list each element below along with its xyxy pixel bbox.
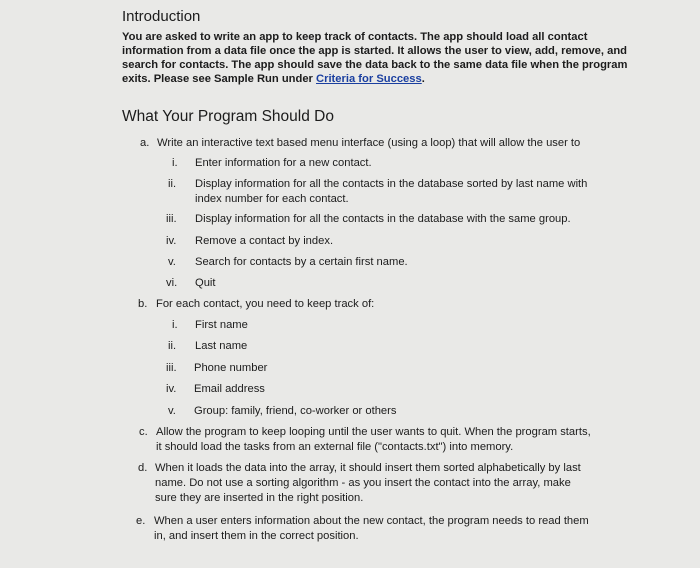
a-sub-text: Remove a contact by index. (195, 235, 334, 247)
item-c-marker: c. (139, 426, 148, 438)
a-sub-text: Search for contacts by a certain first name. (195, 256, 408, 268)
introduction-heading: Introduction (122, 8, 201, 25)
b-sub-num: iii. (166, 362, 177, 374)
a-sub-text: Enter information for a new contact. (195, 157, 372, 169)
item-d-marker: d. (138, 462, 148, 474)
b-sub-text: First name (195, 319, 248, 331)
item-c-line: it should load the tasks from an external file ("contacts.txt") into memory. (156, 441, 514, 453)
item-e-line: in, and insert them in the correct position. (154, 530, 359, 542)
item-e-marker: e. (136, 515, 146, 527)
b-sub-text: Email address (194, 383, 265, 395)
section-heading: What Your Program Should Do (122, 108, 334, 125)
a-sub-num: ii. (168, 178, 177, 190)
b-sub-text: Group: family, friend, co-worker or others (194, 405, 397, 417)
a-sub-num: iv. (166, 235, 177, 247)
item-d-line: When it loads the data into the array, it should insert them sorted alphabetically by last (155, 462, 581, 474)
item-b-text: For each contact, you need to keep track of: (156, 298, 375, 310)
intro-line-4-text: exits. Please see Sample Run under (122, 73, 313, 85)
b-sub-text: Phone number (194, 362, 268, 374)
a-sub-num: vi. (166, 277, 178, 289)
a-sub-text: Quit (195, 277, 216, 289)
item-e-line: When a user enters information about the new contact, the program needs to read them (154, 515, 589, 527)
b-sub-text: Last name (195, 340, 248, 352)
b-sub-num: ii. (168, 340, 177, 352)
a-sub-num: v. (168, 256, 176, 268)
intro-line-2: information from a data file once the app is started. It allows the user to view, add, remove, and (122, 45, 627, 57)
criteria-for-success-link[interactable]: Criteria for Success (316, 73, 422, 85)
item-a-text: Write an interactive text based menu interface (using a loop) that will allow the user to (157, 137, 581, 149)
b-sub-num: i. (172, 319, 178, 331)
a-sub-num: i. (172, 157, 178, 169)
intro-line-3: search for contacts. The app should save the data back to the same data file when the program (122, 59, 628, 71)
item-d-line: name. Do not use a sorting algorithm - as you insert the contact into the array, make (155, 477, 571, 489)
intro-line-4-suffix: . (421, 73, 425, 85)
a-sub-text: Display information for all the contacts in the database sorted by last name with (195, 178, 588, 190)
item-d-line: sure they are inserted in the right position. (155, 492, 364, 504)
b-sub-num: v. (168, 405, 176, 417)
a-sub-text: Display information for all the contacts in the database with the same group. (195, 213, 571, 225)
b-sub-num: iv. (166, 383, 177, 395)
item-b-marker: b. (138, 298, 148, 310)
intro-line-1: You are asked to write an app to keep track of contacts. The app should load all contact (122, 31, 588, 43)
intro-line-4 (122, 72, 425, 86)
item-a-marker: a. (140, 137, 150, 149)
item-c-line: Allow the program to keep looping until the user wants to quit. When the program starts, (156, 426, 591, 438)
a-sub-text: index number for each contact. (195, 193, 349, 205)
a-sub-num: iii. (166, 213, 177, 225)
